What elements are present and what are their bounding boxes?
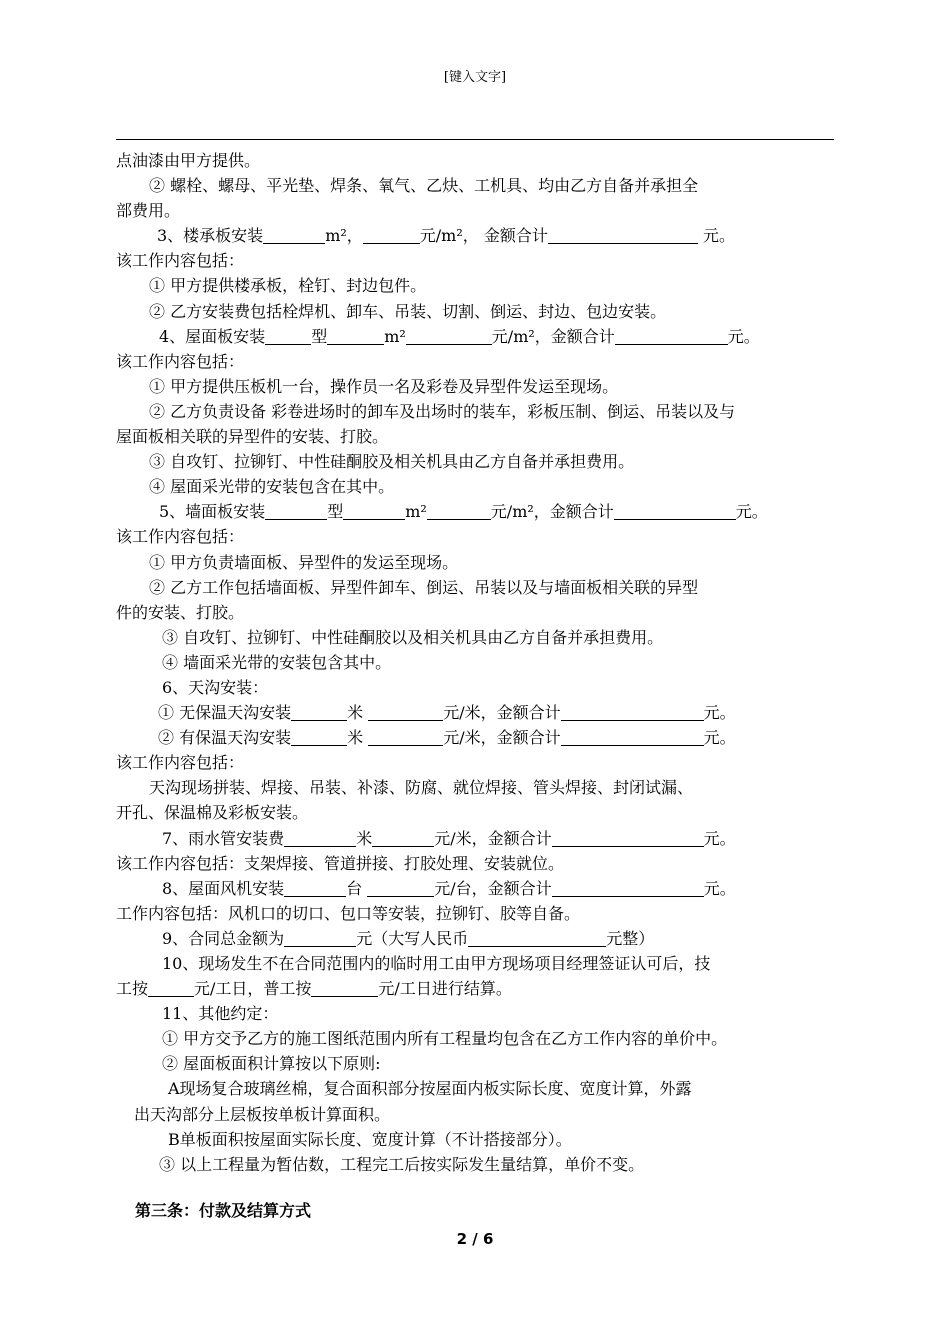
text-line: ② 乙方负责设备 彩卷进场时的卸车及出场时的装车，彩板压制、倒运、吊装以及与 — [149, 401, 736, 421]
text-line: ② 屋面板面积计算按以下原则: — [162, 1054, 381, 1074]
contract-total-line: 9、合同总金额为 元（大写人民币 元整） — [162, 928, 655, 948]
labor-rate-line: 工按 元/工日，普工按 元/工日进行结算。 — [116, 979, 512, 999]
blank-field[interactable] — [284, 829, 356, 847]
blank-field[interactable] — [552, 879, 704, 897]
text-line: 该工作内容包括： — [116, 351, 245, 371]
blank-field[interactable] — [548, 226, 698, 244]
blank-field[interactable] — [427, 502, 491, 520]
blank-field[interactable] — [615, 327, 728, 345]
text-line: 开孔、保温棉及彩板安装。 — [116, 803, 309, 823]
text-line: ③ 以上工程量为暂估数，工程完工后按实际发生量结算，单价不变。 — [159, 1154, 645, 1174]
text-line: 屋面板相关联的异型件的安装、打胶。 — [116, 427, 389, 447]
text-line: ④ 屋面采光带的安装包含在其中。 — [149, 477, 395, 497]
document-body — [116, 148, 841, 1177]
blank-field[interactable] — [552, 829, 704, 847]
downpipe-line: 7、雨水管安装费 米 元/米，金额合计 元。 — [162, 828, 736, 848]
wall-panel-line: 5、墙面板安装 型 m² 元/m²，金额合计 元。 — [159, 502, 768, 522]
text-line: B单板面积按屋面实际长度、宽度计算（不计搭接部分）。 — [168, 1129, 572, 1149]
text-line: ② 螺栓、螺母、平光垫、焊条、氧气、乙炔、工机具、均由乙方自备并承担全 — [149, 176, 699, 196]
blank-field[interactable] — [265, 327, 311, 345]
floor-deck-line: 3、楼承板安装 m²， 元/m²， 金额合计 元。 — [157, 226, 735, 246]
text-line: ③ 自攻钉、拉铆钉、中性硅酮胶及相关机具由乙方自备并承担费用。 — [149, 452, 635, 472]
blank-field[interactable] — [284, 879, 346, 897]
text-line: 件的安装、打胶。 — [116, 602, 245, 622]
roof-fan-line: 8、屋面风机安装 台 元/台，金额合计 元。 — [162, 878, 736, 898]
page-header: [键入文字] — [443, 70, 507, 85]
text-line: 6、天沟安装： — [162, 677, 269, 697]
text-line: 该工作内容包括： — [116, 753, 245, 773]
text-line: 该工作内容包括： — [116, 251, 245, 271]
text-line: 工作内容包括：风机口的切口、包口等安装，拉铆钉、胶等自备。 — [116, 903, 581, 923]
blank-field[interactable] — [291, 703, 347, 721]
text-line: ① 甲方负责墙面板、异型件的发运至现场。 — [149, 552, 459, 572]
text-line: 点油漆由甲方提供。 — [116, 151, 261, 170]
text-line: 10、现场发生不在合同范围内的临时用工由甲方现场项目经理签证认可后，技 — [162, 954, 711, 973]
text-line: A现场复合玻璃丝棉，复合面积部分按屋面内板实际长度、宽度计算，外露 — [168, 1079, 692, 1099]
text-line: ③ 自攻钉、拉铆钉、中性硅酮胶以及相关机具由乙方自备并承担费用。 — [162, 627, 664, 647]
blank-field[interactable] — [311, 979, 378, 997]
text-line: ① 甲方提供压板机一台，操作员一名及彩卷及异型件发运至现场。 — [149, 376, 619, 396]
blank-field[interactable] — [561, 728, 704, 746]
text-line: ④ 墙面采光带的安装包含其中。 — [162, 652, 392, 672]
blank-field[interactable] — [363, 226, 420, 244]
blank-field[interactable] — [284, 929, 356, 947]
text-line: 天沟现场拼装、焊接、吊装、补漆、防腐、就位焊接、管头焊接、封闭试漏、 — [149, 778, 694, 798]
text-line: 部费用。 — [116, 201, 181, 221]
text-line: ① 甲方交予乙方的施工图纸范围内所有工程量均包含在乙方工作内容的单价中。 — [162, 1029, 728, 1049]
roof-panel-line: 4、屋面板安装 型 m² 元/m²，金额合计 元。 — [159, 326, 760, 346]
gutter-line-uninsulated: ① 无保温天沟安装 米 元/米，金额合计 元。 — [158, 703, 736, 723]
blank-field[interactable] — [368, 728, 443, 746]
blank-field[interactable] — [343, 502, 405, 520]
blank-field[interactable] — [368, 703, 443, 721]
blank-field[interactable] — [614, 502, 736, 520]
header-rule — [116, 139, 834, 140]
blank-field[interactable] — [367, 879, 434, 897]
gutter-line-insulated: ② 有保温天沟安装 米 元/米，金额合计 元。 — [158, 728, 736, 748]
blank-field[interactable] — [291, 728, 347, 746]
blank-field[interactable] — [265, 502, 327, 520]
text-line: 该工作内容包括：支架焊接、管道拼接、打胶处理、安装就位。 — [116, 853, 565, 873]
text-line: ① 甲方提供楼承板，栓钉、封边包件。 — [149, 276, 427, 296]
text-line: ② 乙方工作包括墙面板、异型件卸车、倒运、吊装以及与墙面板相关联的异型 — [149, 577, 699, 597]
text-line: 11、其他约定： — [162, 1004, 279, 1024]
blank-field[interactable] — [561, 703, 704, 721]
text-line: 出天沟部分上层板按单板计算面积。 — [134, 1104, 391, 1124]
blank-field[interactable] — [148, 979, 194, 997]
blank-field[interactable] — [327, 327, 384, 345]
page-number: 2 / 6 — [456, 1230, 494, 1248]
blank-field[interactable] — [263, 226, 325, 244]
section-heading: 第三条：付款及结算方式 — [135, 1201, 312, 1220]
text-line: ② 乙方安装费包括栓焊机、卸车、吊装、切割、倒运、封边、包边安装。 — [149, 301, 667, 321]
blank-field[interactable] — [372, 829, 434, 847]
text-line: 该工作内容包括： — [116, 527, 245, 547]
blank-field[interactable] — [406, 327, 492, 345]
blank-field[interactable] — [468, 929, 606, 947]
